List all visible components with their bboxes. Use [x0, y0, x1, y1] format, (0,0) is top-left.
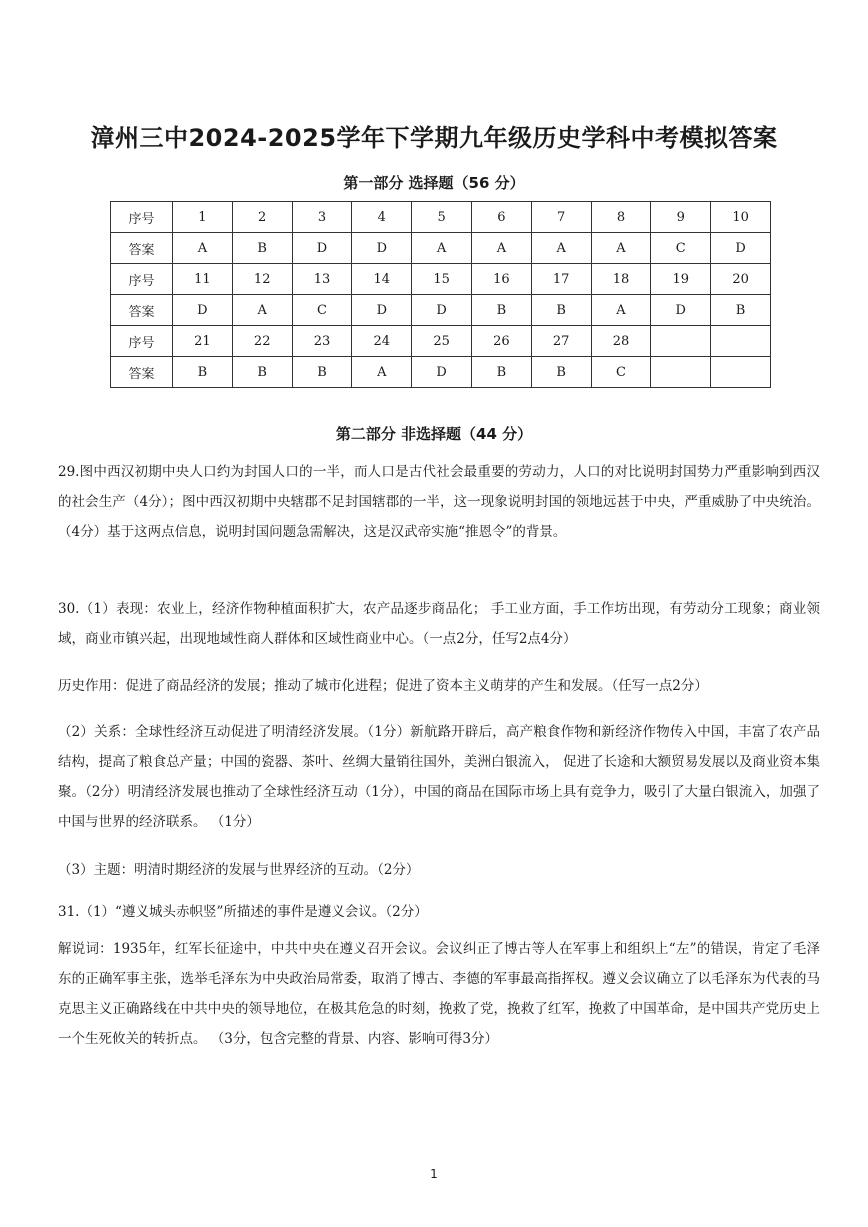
table-cell: D [352, 233, 412, 264]
table-cell: B [531, 357, 591, 388]
table-cell: B [232, 233, 292, 264]
table-cell: D [352, 295, 412, 326]
table-cell: 9 [651, 202, 711, 233]
table-cell: D [173, 295, 233, 326]
table-cell: D [292, 233, 352, 264]
table-cell: 10 [711, 202, 771, 233]
document-title: 漳州三中2024-2025学年下学期九年级历史学科中考模拟答案 [90, 124, 778, 152]
answer-q30-part1: 30.（1）表现：农业上，经济作物种植面积扩大，农产品逐步商品化； 手工业方面，手工作坊出现，有劳动分工现象；商业领域，商业市镇兴起，出现地域性商人群体和区域性商业中心。（一点2分，任写2点4分） [58, 601, 820, 647]
table-cell: A [471, 233, 531, 264]
table-cell: D [651, 295, 711, 326]
table-cell: 13 [292, 264, 352, 295]
table-cell: 24 [352, 326, 412, 357]
answer-table [110, 201, 771, 388]
table-cell: 18 [591, 264, 651, 295]
answer-table-row [111, 357, 771, 388]
answer-table-body [111, 202, 771, 388]
table-cell: 28 [591, 326, 651, 357]
table-cell: 17 [531, 264, 591, 295]
table-cell: 26 [471, 326, 531, 357]
section2-heading: 第二部分 非选择题（44 分） [335, 425, 533, 443]
table-cell: 20 [711, 264, 771, 295]
table-cell: 2 [232, 202, 292, 233]
table-cell: C [292, 295, 352, 326]
answer-table-row [111, 202, 771, 233]
table-cell: 22 [232, 326, 292, 357]
table-cell: B [292, 357, 352, 388]
table-cell: D [412, 357, 472, 388]
answer-q31-commentary: 解说词：1935年，红军长征途中，中共中央在遵义召开会议。会议纠正了博古等人在军事上和组织上“左”的错误，肯定了毛泽东的正确军事主张，选举毛泽东为中央政治局常委，取消了博古、李德的军事最高指挥权。遵义会议确立了以毛泽东为代表的马克思主义正确路线在中共中央的领导地位，在极其危急的时刻，挽救了党，挽救了红军，挽救了中国革命，是中国共产党历史上一个生死攸关的转折点。 （3分，包含完整的背景、内容、影响可得3分） [58, 941, 820, 1047]
answer-q29: 29.图中西汉初期中央人口约为封国人口的一半，而人口是古代社会最重要的劳动力，人口的对比说明封国势力严重影响到西汉的社会生产（4分）；图中西汉初期中央辖郡不足封国辖郡的一半，这一现象说明封国的领地远甚于中央，严重威胁了中央统治。（4分）基于这两点信息，说明封国问题急需解决，这是汉武帝实施“推恩令”的背景。 [58, 464, 820, 540]
table-cell: B [531, 295, 591, 326]
table-cell: 11 [173, 264, 233, 295]
table-cell: A [232, 295, 292, 326]
row-label: 答案 [111, 295, 173, 326]
table-cell: 5 [412, 202, 472, 233]
table-cell: D [711, 233, 771, 264]
table-cell: 15 [412, 264, 472, 295]
table-cell: B [173, 357, 233, 388]
table-cell [711, 326, 771, 357]
answer-q30-part3: （3）主题：明清时期经济的发展与世界经济的互动。（2分） [58, 862, 420, 878]
table-cell: C [591, 357, 651, 388]
table-cell: 4 [352, 202, 412, 233]
table-cell: 19 [651, 264, 711, 295]
answer-q30-historical-role: 历史作用：促进了商品经济的发展；推动了城市化进程；促进了资本主义萌芽的产生和发展。（任写一点2分） [58, 678, 708, 694]
table-cell: D [412, 295, 472, 326]
table-cell: 16 [471, 264, 531, 295]
table-cell [711, 357, 771, 388]
table-cell: 7 [531, 202, 591, 233]
table-cell: B [471, 357, 531, 388]
table-cell: A [352, 357, 412, 388]
section1-heading: 第一部分 选择题（56 分） [343, 174, 525, 192]
answer-table-row [111, 264, 771, 295]
table-cell: 23 [292, 326, 352, 357]
page-number: 1 [430, 1167, 438, 1181]
table-cell: 3 [292, 202, 352, 233]
row-label: 序号 [111, 202, 173, 233]
answer-table-row [111, 295, 771, 326]
table-cell [651, 326, 711, 357]
answer-q30-part2: （2）关系：全球性经济互动促进了明清经济发展。（1分）新航路开辟后，高产粮食作物和新经济作物传入中国，丰富了农产品结构，提高了粮食总产量；中国的瓷器、茶叶、丝绸大量销往国外，美洲白银流入， 促进了长途和大额贸易发展以及商业资本集聚。（2分）明清经济发展也推动了全球性经济互动（1分），中国的商品在国际市场上具有竞争力，吸引了大量白银流入，加强了中国与世界的经济联系。 （1分） [58, 724, 820, 830]
table-cell: B [471, 295, 531, 326]
table-cell: B [711, 295, 771, 326]
table-cell: A [173, 233, 233, 264]
table-cell: 12 [232, 264, 292, 295]
table-cell: 14 [352, 264, 412, 295]
table-cell: 25 [412, 326, 472, 357]
row-label: 序号 [111, 326, 173, 357]
table-cell: 27 [531, 326, 591, 357]
answer-table-row [111, 233, 771, 264]
row-label: 答案 [111, 233, 173, 264]
table-cell: A [591, 233, 651, 264]
table-cell: B [232, 357, 292, 388]
table-cell: A [412, 233, 472, 264]
table-cell: 8 [591, 202, 651, 233]
table-cell: C [651, 233, 711, 264]
table-cell: A [531, 233, 591, 264]
answer-table-row [111, 326, 771, 357]
table-cell [651, 357, 711, 388]
table-cell: 21 [173, 326, 233, 357]
table-cell: 6 [471, 202, 531, 233]
table-cell: 1 [173, 202, 233, 233]
row-label: 答案 [111, 357, 173, 388]
row-label: 序号 [111, 264, 173, 295]
table-cell: A [591, 295, 651, 326]
answer-q31-part1: 31.（1）“遵义城头赤帜竖”所描述的事件是遵义会议。（2分） [58, 904, 428, 920]
